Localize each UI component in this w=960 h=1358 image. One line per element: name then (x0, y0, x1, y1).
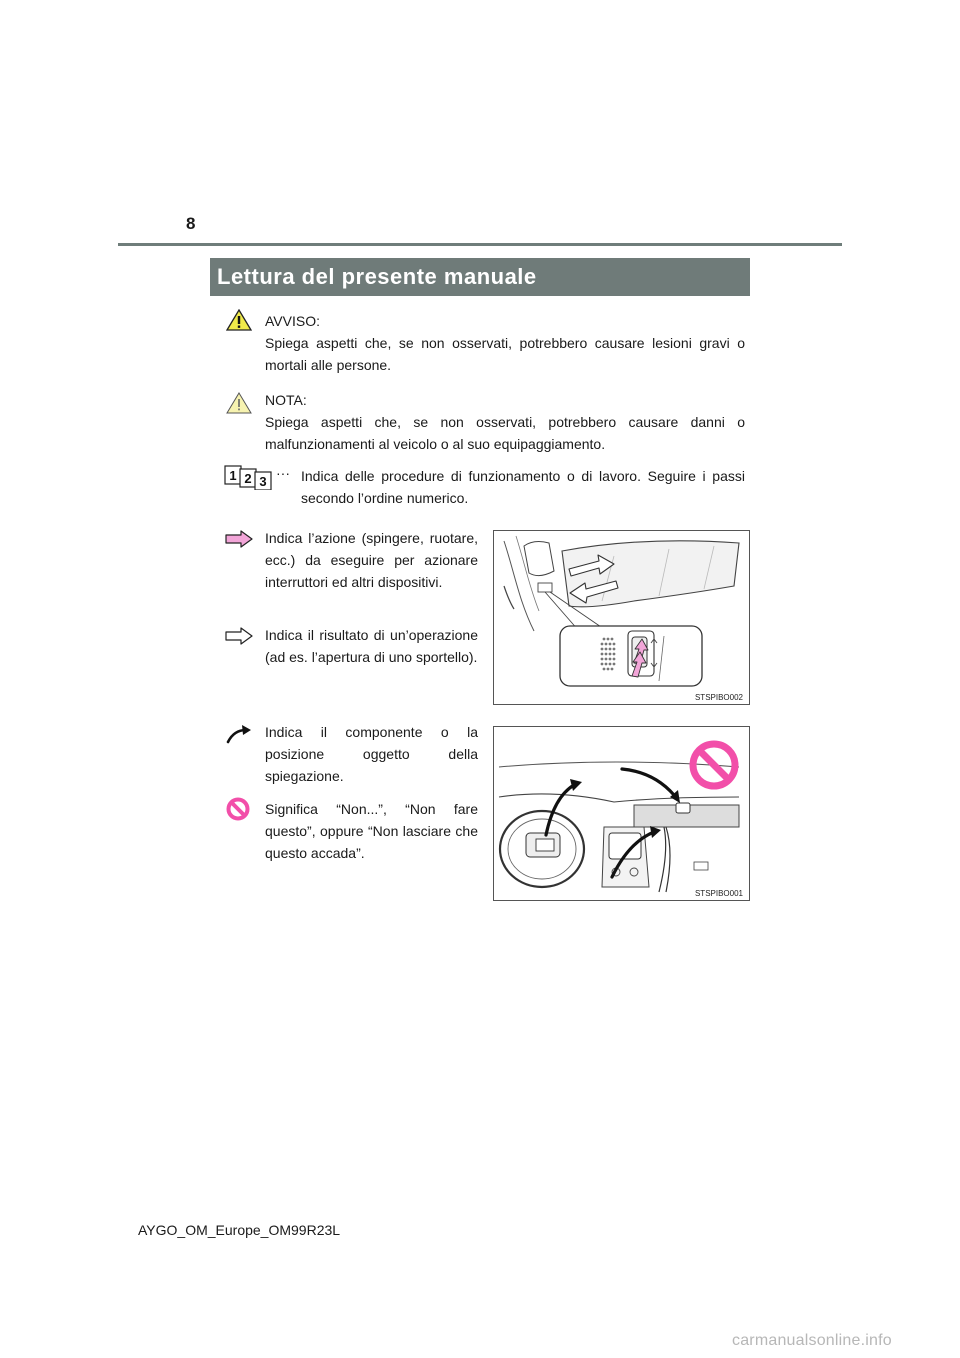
steps-text: Indica delle procedure di funzionamento o di lavoro. Seguire i passi secondo l’ordine numerico. (301, 468, 745, 506)
steps-ellipsis: ··· (276, 465, 290, 481)
dashboard-figure (493, 726, 750, 901)
window-switch-figure (493, 530, 750, 705)
step-number-3: 3 (259, 474, 267, 489)
warning-triangle-icon (226, 309, 252, 331)
step-number-1: 1 (229, 468, 237, 483)
component-text: Indica il componente o la posizione oggetto della spiegazione. (265, 724, 478, 784)
action-arrow-icon (225, 530, 253, 548)
caution-triangle-icon (226, 392, 252, 414)
numbered-steps-icon (224, 464, 274, 490)
notice-title: NOTA: (265, 392, 307, 408)
step-number-2: 2 (244, 471, 252, 486)
section-title: Lettura del presente manuale (210, 258, 750, 296)
curved-pointer-arrow-icon (226, 724, 252, 744)
notice-text: Spiega aspetti che, se non osservati, potrebbero causare danni o malfunzionamenti al veicolo o al suo equipaggiamento. (265, 414, 745, 452)
warning-title: AVVISO: (265, 313, 320, 329)
document-footer: AYGO_OM_Europe_OM99R23L (138, 1222, 341, 1238)
result-text: Indica il risultato di un’operazione (ad es. l’apertura di uno sportello). (265, 627, 478, 665)
window-switch-illustration (494, 531, 749, 704)
watermark-text: carmanualsonline.info (732, 1332, 892, 1349)
action-text: Indica l’azione (spingere, ruotare, ecc.) da eseguire per azionare interruttori ed altri dispositivi. (265, 530, 478, 590)
warning-text: Spiega aspetti che, se non osservati, potrebbero causare lesioni gravi o mortali alle persone. (265, 335, 745, 373)
header-rule (118, 243, 842, 246)
page-number: 8 (186, 214, 196, 233)
figure-code-dashboard: STSPIBO001 (694, 889, 743, 898)
prohibited-text: Significa “Non...”, “Non fare questo”, oppure “Non lasciare che questo accada”. (265, 801, 478, 861)
prohibited-icon (226, 797, 250, 821)
result-arrow-icon (225, 627, 253, 645)
figure-code-window: STSPIBO002 (694, 693, 743, 702)
dashboard-illustration (494, 727, 749, 900)
